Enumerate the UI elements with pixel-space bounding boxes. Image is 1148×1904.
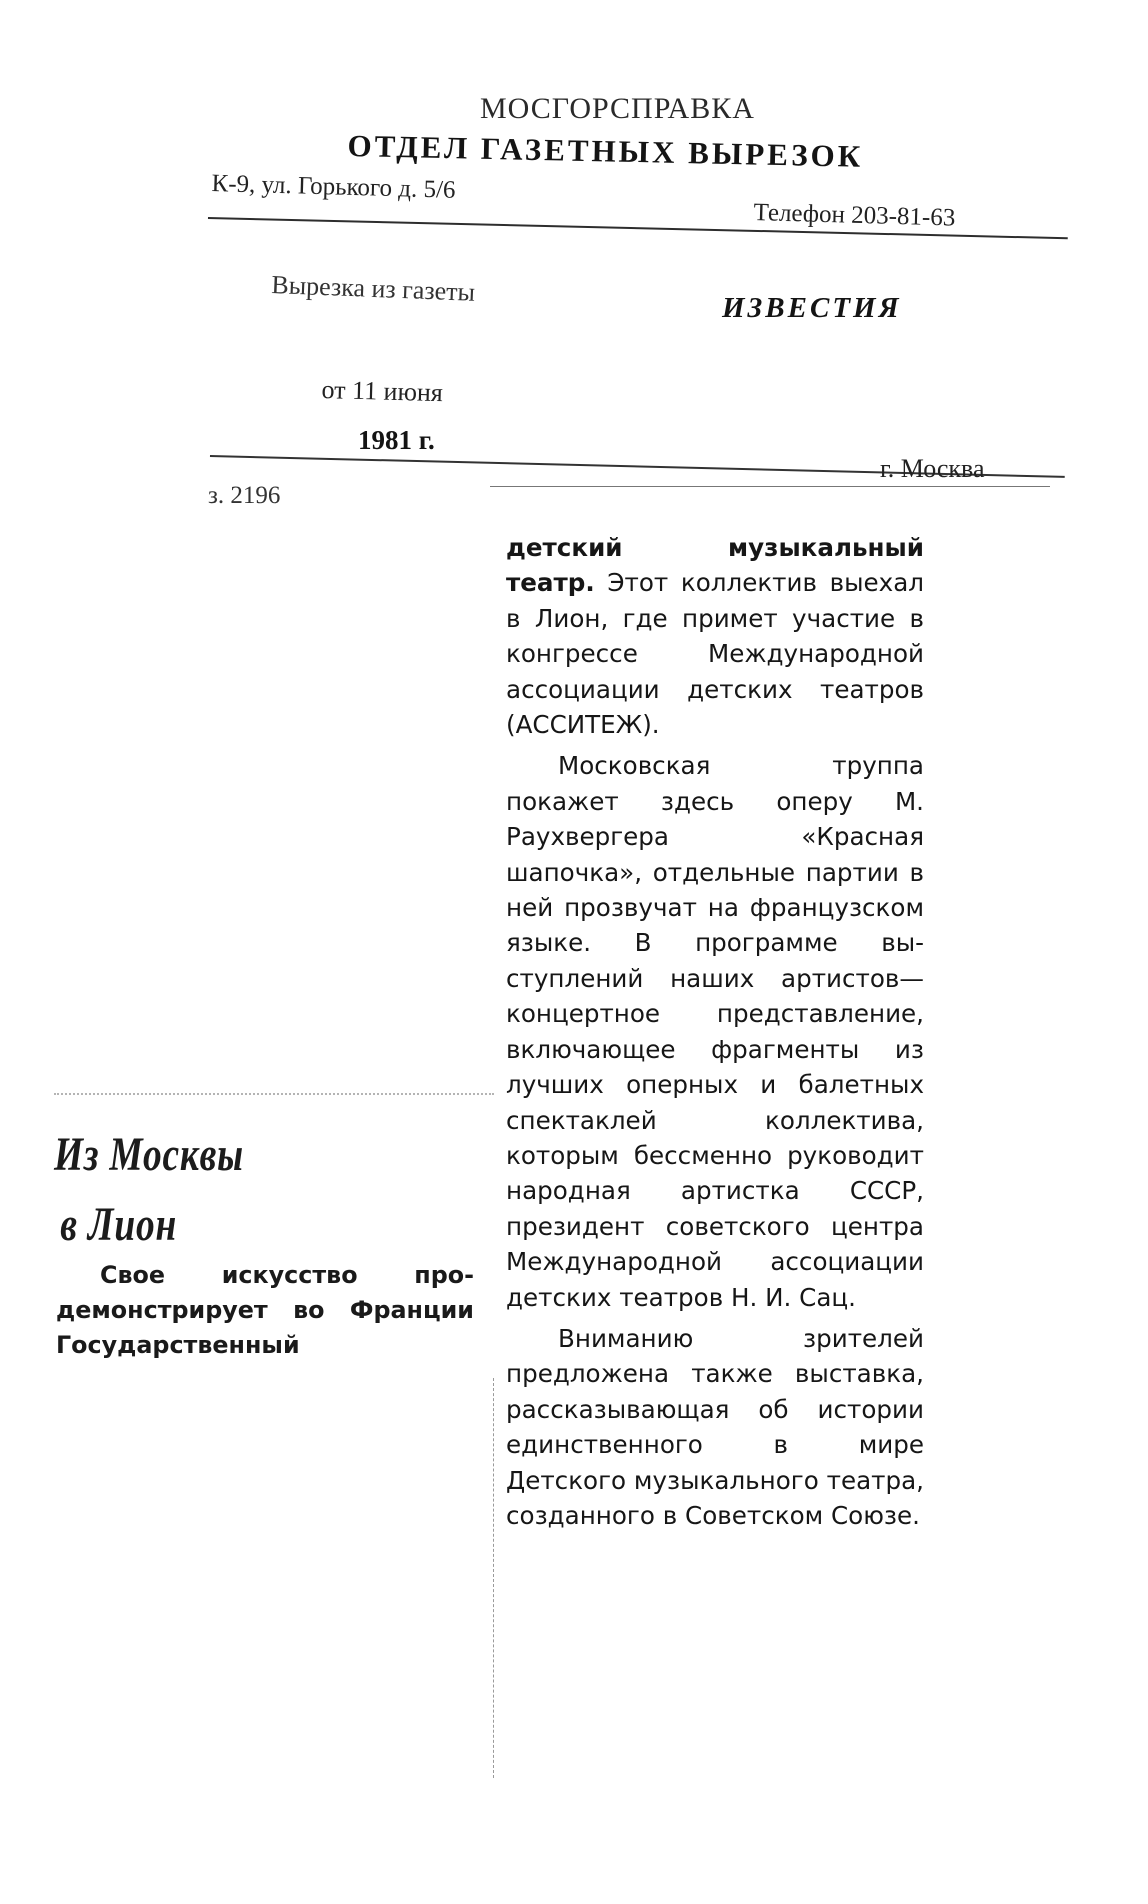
date-day: от 11 июня	[321, 375, 444, 408]
heading-line-1: Из Москвы	[54, 1128, 244, 1181]
agency-address: К-9, ул. Горького д. 5/6	[211, 170, 456, 204]
paragraph-3: Вниманию зрителей предложена также выставка, рассказывающая об истории единственного в мире Детского музыкального театра, созданного в Советском Союзе.	[506, 1323, 924, 1530]
paragraph-1-text: Этот коллектив выехал в Лион, где примет участие в конгрессе Международной ассоциации детских театров (АССИТЕЖ).	[506, 568, 924, 740]
article-lead: Свое искусство продемонстрирует во Франции Государственный	[56, 1261, 474, 1359]
clipping-top-rule	[490, 486, 1050, 487]
paragraph-1	[506, 530, 924, 742]
newspaper-name: ИЗВЕСТИЯ	[722, 292, 902, 324]
department-title: ОТДЕЛ ГАЗЕТНЫХ ВЫРЕЗОК	[347, 128, 864, 174]
order-number: з. 2196	[208, 482, 281, 509]
article-heading	[54, 1120, 382, 1260]
clipping-label: Вырезка из газеты	[270, 270, 476, 307]
agency-phone: Телефон 203-81-63	[753, 199, 956, 232]
column-cut-mark	[493, 1378, 494, 1778]
column-cut-line	[54, 1093, 494, 1095]
paragraph-1-bold: детский музыкальный театр.	[506, 533, 924, 598]
heading-line-2: в Лион	[60, 1198, 178, 1251]
date-year: 1981 г.	[358, 425, 435, 455]
article-column	[506, 530, 924, 1533]
paragraph-2: Московская труппа покажет здесь оперу М. Раухвергера «Красная шапочка», отдельные партии в ней прозвучат на французском языке. В программе выступлений наших артистов—концертное представление, включающее фрагменты из лучших оперных и балетных спектаклей коллектива, которым бессменно руководит народная артистка СССР, президент советского центра Международной ассоциации детских театров Н. И. Сац.	[506, 751, 924, 1312]
city: г. Москва	[880, 454, 985, 483]
agency-name: МОСГОРСПРАВКА	[480, 92, 755, 125]
